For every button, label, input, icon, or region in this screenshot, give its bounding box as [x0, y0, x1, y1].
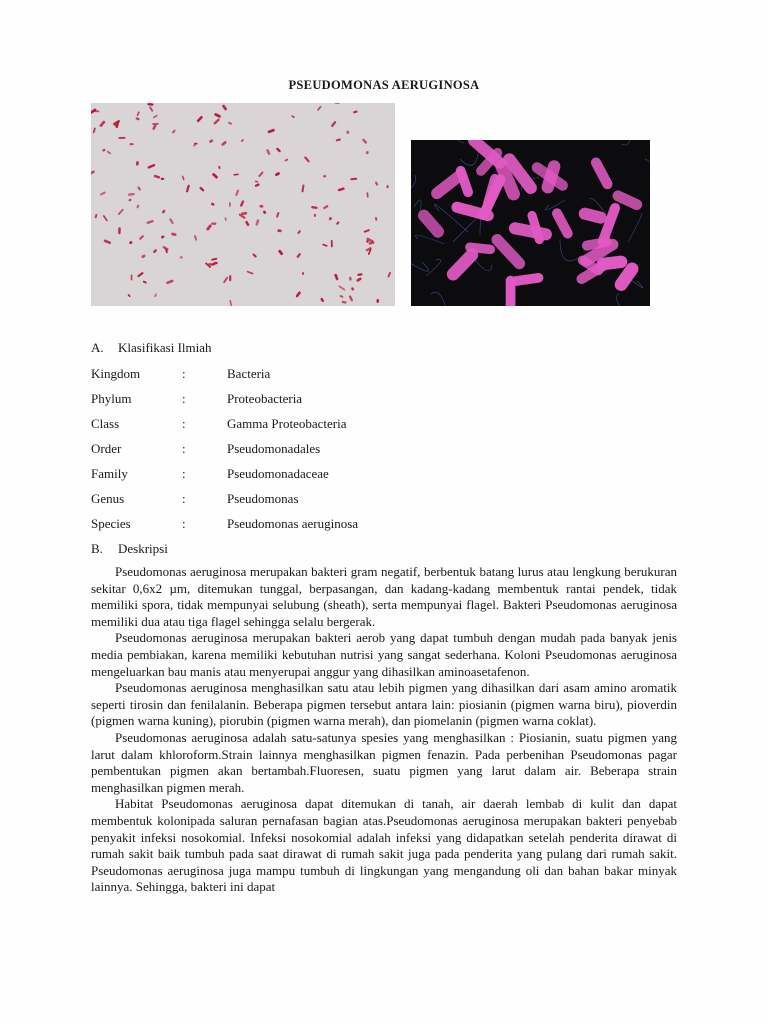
description-paragraph: Pseudomonas aeruginosa merupakan bakteri gram negatif, berbentuk batang lurus atau lengkung berukuran sekitar 0,6x2 µm, ditemukan tunggal, berpasangan, dan kadang-kadang membentuk rantai pendek, tidak memiliki spora, tidak mempunyai selubung (sheath), serta mempunyai flagel. Bakteri Pseudomonas aeruginosa memiliki dua atau tiga flagel sehingga selalu bergerak.: [91, 564, 677, 629]
section-b-title: Deskripsi: [118, 541, 168, 556]
classification-row-species: [91, 516, 651, 534]
page-title: PSEUDOMONAS AERUGINOSA: [288, 78, 480, 92]
rank-label: Class: [91, 416, 120, 431]
description-paragraph: Pseudomonas aeruginosa adalah satu-satunya spesies yang menghasilkan : Piosianin, suatu pigmen yang larut dalam khloroform.Strain lainnya menghasilkan pigmen fenazin. Pada perbenihan Pseudomonas pagar pembentukan pigmen akan bertambah.Fluoresen, suatu pigmen yang larut dalam air. Beberapa strain menghasilkan pigmen merah.: [91, 729, 677, 795]
classification-row-order: [91, 441, 651, 459]
rank-separator: :: [182, 366, 186, 381]
rank-value: Pseudomonas aeruginosa: [227, 516, 359, 531]
rank-separator: :: [182, 466, 186, 481]
electron-micrograph-photo: [411, 140, 650, 306]
rank-value: Pseudomonas: [227, 491, 299, 506]
electron-micrograph-image: [411, 140, 650, 306]
section-a-title: Klasifikasi Ilmiah: [118, 340, 212, 355]
rank-separator: :: [182, 441, 186, 456]
rank-label: Species: [91, 516, 131, 531]
rank-label: Phylum: [91, 391, 132, 406]
rank-label: Genus: [91, 491, 125, 506]
rank-value: Bacteria: [227, 366, 271, 381]
gram-stain-photo: [91, 103, 395, 306]
rank-label: Order: [91, 441, 122, 456]
rank-separator: :: [182, 491, 186, 506]
rank-value: Proteobacteria: [227, 391, 303, 406]
description-body: [91, 564, 677, 896]
section-b-heading: [91, 541, 168, 557]
classification-row-phylum: [91, 391, 651, 409]
section-a-number: A.: [91, 340, 104, 355]
classification-row-kingdom: [91, 366, 651, 384]
rank-value: Pseudomonadaceae: [227, 466, 329, 481]
description-paragraph: Habitat Pseudomonas aeruginosa dapat ditemukan di tanah, air daerah lembab di kulit dan dapat membentuk kolonipada saluran pernafasan bagian atas.Pseudomonas aeruginosa merupakan bakteri penyebab penyakit infeksi nosokomial. Infeksi nosokomial adalah infeksi yang didapatkan setelah penderita dirawat di rumah sakit baik tumbuh pada saat dirawat di rumah sakit juga pada penderita yang pulang dari rumah sakit. Pseudomonas aeruginosa juga mampu tumbuh di lingkungan yang mengandung oli dan bahan bakar minyak lainnya. Sehingga, bakteri ini dapat: [91, 796, 677, 895]
gram-stain-image: [91, 103, 395, 306]
description-paragraph: Pseudomonas aeruginosa menghasilkan satu atau lebih pigmen yang dihasilkan dari asam amino aromatik seperti tirosin dan fenilalanin. Beberapa pigmen tersebut antara lain: piosianin (pigmen warna biru), pioverdin (pigmen warna kuning), piorubin (pigmen warna merah), dan piomelanin (pigmen warna coklat).: [91, 680, 677, 729]
description-paragraph: Pseudomonas aeruginosa merupakan bakteri aerob yang dapat tumbuh dengan mudah pada banyak jenis media pembiakan, karena memiliki kebutuhan nutrisi yang sangat sederhana. Koloni Pseudomonas aeruginosa mengeluarkan bau manis atau menyerupai anggur yang dihasilkan aminoasetafenon.: [91, 630, 677, 679]
rank-separator: :: [182, 416, 186, 431]
rank-label: Family: [91, 466, 128, 481]
rank-separator: :: [182, 516, 186, 531]
rank-value: Gamma Proteobacteria: [227, 416, 347, 431]
rank-separator: :: [182, 391, 186, 406]
rank-label: Kingdom: [91, 366, 141, 381]
classification-row-family: [91, 466, 651, 484]
section-a-heading: [91, 340, 212, 356]
section-b-number: B.: [91, 541, 103, 556]
classification-row-genus: [91, 491, 651, 509]
rank-value: Pseudomonadales: [227, 441, 321, 456]
classification-row-class: [91, 416, 651, 434]
